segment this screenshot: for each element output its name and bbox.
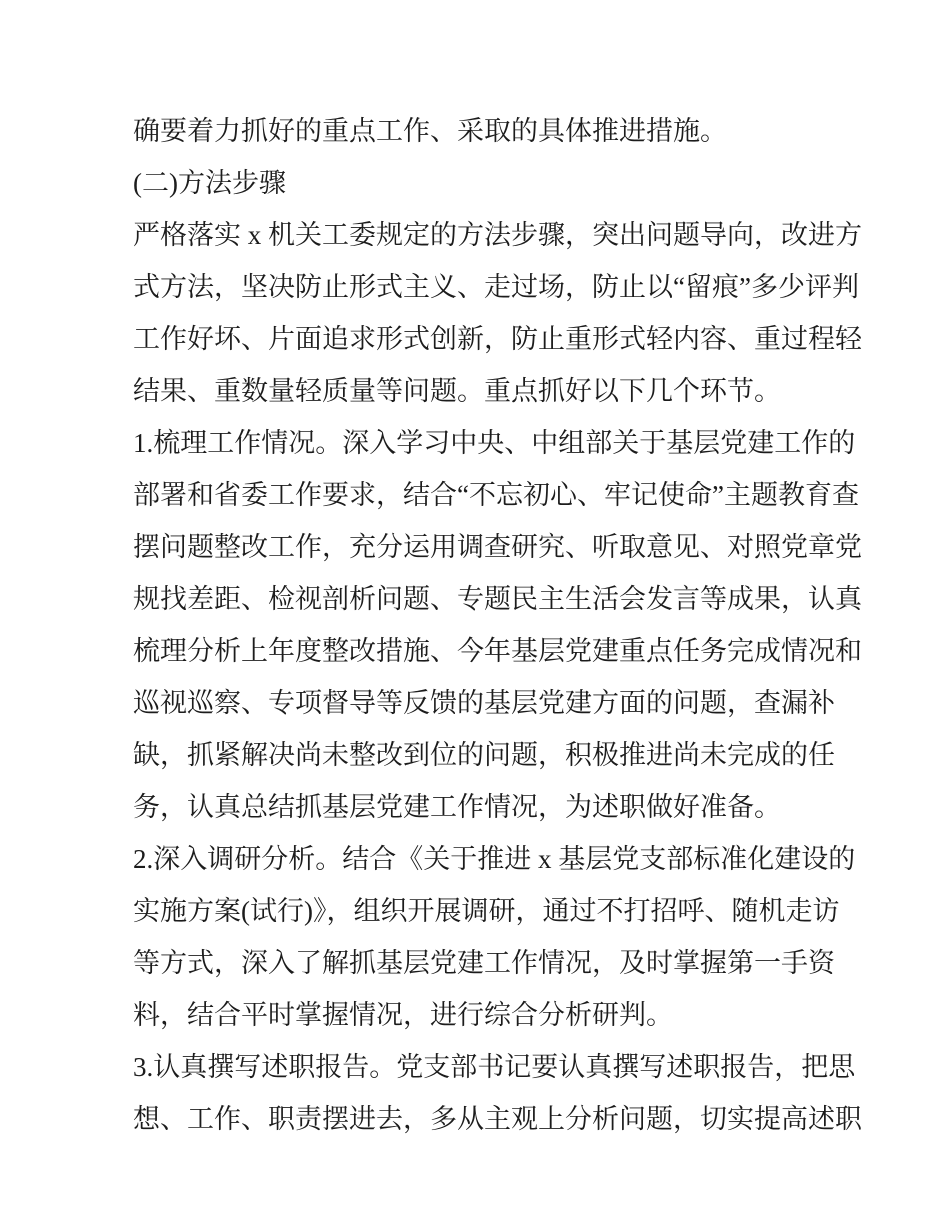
- document-line: 梳理分析上年度整改措施、今年基层党建重点任务完成情况和: [133, 636, 862, 666]
- document-line: 确要着力抓好的重点工作、采取的具体推进措施。: [133, 116, 727, 146]
- document-line: 部署和省委工作要求，结合“不忘初心、牢记使命”主题教育查: [133, 480, 859, 510]
- document-line: 想、工作、职责摆进去，多从主观上分析问题，切实提高述职: [133, 1104, 862, 1134]
- document-body: [133, 105, 862, 1145]
- document-line: 结果、重数量轻质量等问题。重点抓好以下几个环节。: [133, 376, 781, 406]
- document-line: 工作好坏、片面追求形式创新，防止重形式轻内容、重过程轻: [133, 324, 862, 354]
- document-line: 巡视巡察、专项督导等反馈的基层党建方面的问题，查漏补: [133, 688, 835, 718]
- document-line: 缺，抓紧解决尚未整改到位的问题，积极推进尚未完成的任: [133, 740, 835, 770]
- document-line: 摆问题整改工作，充分运用调查研究、听取意见、对照党章党: [133, 532, 862, 562]
- document-line: 式方法，坚决防止形式主义、走过场，防止以“留痕”多少评判: [133, 272, 859, 302]
- document-line: 实施方案(试行)》，组织开展调研，通过不打招呼、随机走访: [133, 896, 840, 926]
- document-line: 3.认真撰写述职报告。党支部书记要认真撰写述职报告，把思: [133, 1052, 856, 1082]
- document-line: 2.深入调研分析。结合《关于推进 x 基层党支部标准化建设的: [133, 844, 856, 874]
- document-line: 规找差距、检视剖析问题、专题民主生活会发言等成果，认真: [133, 584, 862, 614]
- document-line: (二)方法步骤: [133, 168, 286, 198]
- document-line: 严格落实 x 机关工委规定的方法步骤，突出问题导向，改进方: [133, 220, 862, 250]
- document-line: 料，结合平时掌握情况，进行综合分析研判。: [133, 1000, 673, 1030]
- document-line: 1.梳理工作情况。深入学习中央、中组部关于基层党建工作的: [133, 428, 856, 458]
- document-line: 等方式，深入了解抓基层党建工作情况，及时掌握第一手资: [133, 948, 835, 978]
- document-line: 务，认真总结抓基层党建工作情况，为述职做好准备。: [133, 792, 781, 822]
